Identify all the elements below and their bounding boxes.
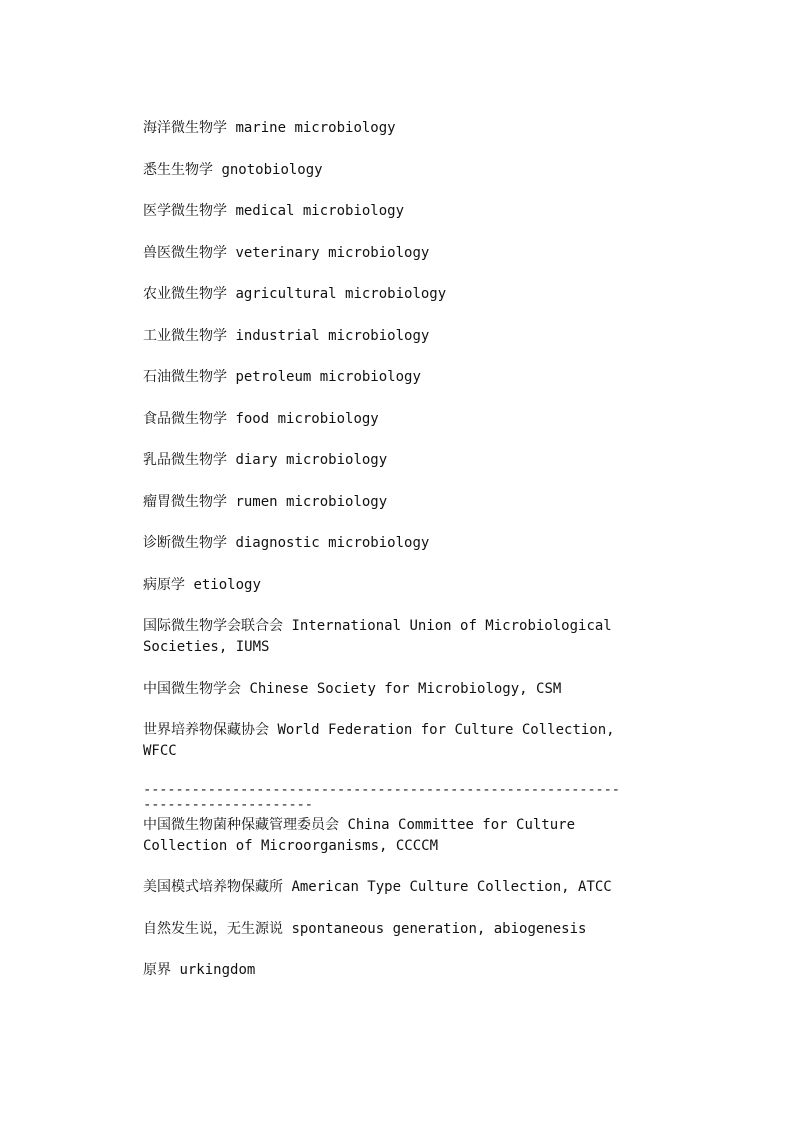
term-english: China Committee for Culture Collection of Microorganisms, CCCCM (143, 816, 576, 854)
term-english: marine microbiology (235, 120, 396, 136)
term-entry (143, 450, 623, 471)
term-chinese: 农业微生物学 (143, 286, 227, 302)
dashed-divider: -------------------------------------------------------------------------------- (143, 781, 620, 813)
term-english: gnotobiology (221, 161, 323, 178)
term-english: food microbiology (235, 410, 379, 427)
term-english: agricultural microbiology (235, 286, 447, 302)
term-entry (143, 492, 623, 513)
term-entry (143, 326, 623, 347)
term-chinese: 兽医微生物学 (143, 244, 227, 261)
term-entry (143, 815, 623, 857)
term-chinese: 食品微生物学 (143, 410, 227, 427)
term-chinese: 中国微生物菌种保藏管理委员会 (143, 816, 339, 833)
term-entry (143, 160, 623, 181)
term-chinese: 美国模式培养物保藏所 (143, 879, 283, 895)
term-english: spontaneous generation, abiogenesis (291, 920, 587, 937)
term-english: American Type Culture Collection, ATCC (291, 879, 612, 895)
term-english: International Union of Microbiological Societies, IUMS (143, 618, 612, 655)
term-chinese: 自然发生说，无生源说 (143, 920, 283, 937)
term-entry (143, 720, 623, 762)
term-chinese: 工业微生物学 (143, 327, 227, 344)
term-entry (143, 367, 623, 388)
term-chinese: 病原学 (143, 576, 185, 593)
term-entry (143, 960, 623, 981)
term-english: World Federation for Culture Collection, WFCC (143, 722, 615, 759)
term-entry (143, 243, 623, 264)
term-entry (143, 118, 623, 139)
term-chinese: 医学微生物学 (143, 203, 227, 219)
term-entry (143, 201, 623, 222)
term-chinese: 瘤胃微生物学 (143, 493, 227, 510)
term-english: diary microbiology (235, 452, 388, 468)
term-entry (143, 616, 623, 658)
term-entry (143, 919, 623, 940)
term-chinese: 国际微生物学会联合会 (143, 618, 283, 634)
term-english: petroleum microbiology (235, 369, 421, 385)
term-chinese: 悉生生物学 (143, 161, 213, 178)
term-english: etiology (193, 576, 261, 593)
term-chinese: 乳品微生物学 (143, 452, 227, 468)
term-english: diagnostic microbiology (235, 535, 430, 551)
term-english: rumen microbiology (235, 493, 388, 510)
term-entry (143, 877, 623, 898)
term-chinese: 海洋微生物学 (143, 120, 227, 136)
term-chinese: 原界 (143, 962, 171, 978)
term-entry (143, 284, 623, 305)
term-english: Chinese Society for Microbiology, CSM (249, 680, 562, 697)
term-english: veterinary microbiology (235, 244, 430, 261)
document-page (143, 118, 623, 1002)
term-chinese: 世界培养物保藏协会 (143, 722, 269, 738)
term-entry (143, 533, 623, 554)
term-entry (143, 575, 623, 596)
term-chinese: 诊断微生物学 (143, 535, 227, 551)
term-chinese: 石油微生物学 (143, 369, 227, 385)
term-entry (143, 679, 623, 700)
term-chinese: 中国微生物学会 (143, 680, 241, 697)
term-english: industrial microbiology (235, 327, 430, 344)
term-entry (143, 409, 623, 430)
term-english: urkingdom (179, 962, 256, 978)
term-english: medical microbiology (235, 203, 405, 219)
